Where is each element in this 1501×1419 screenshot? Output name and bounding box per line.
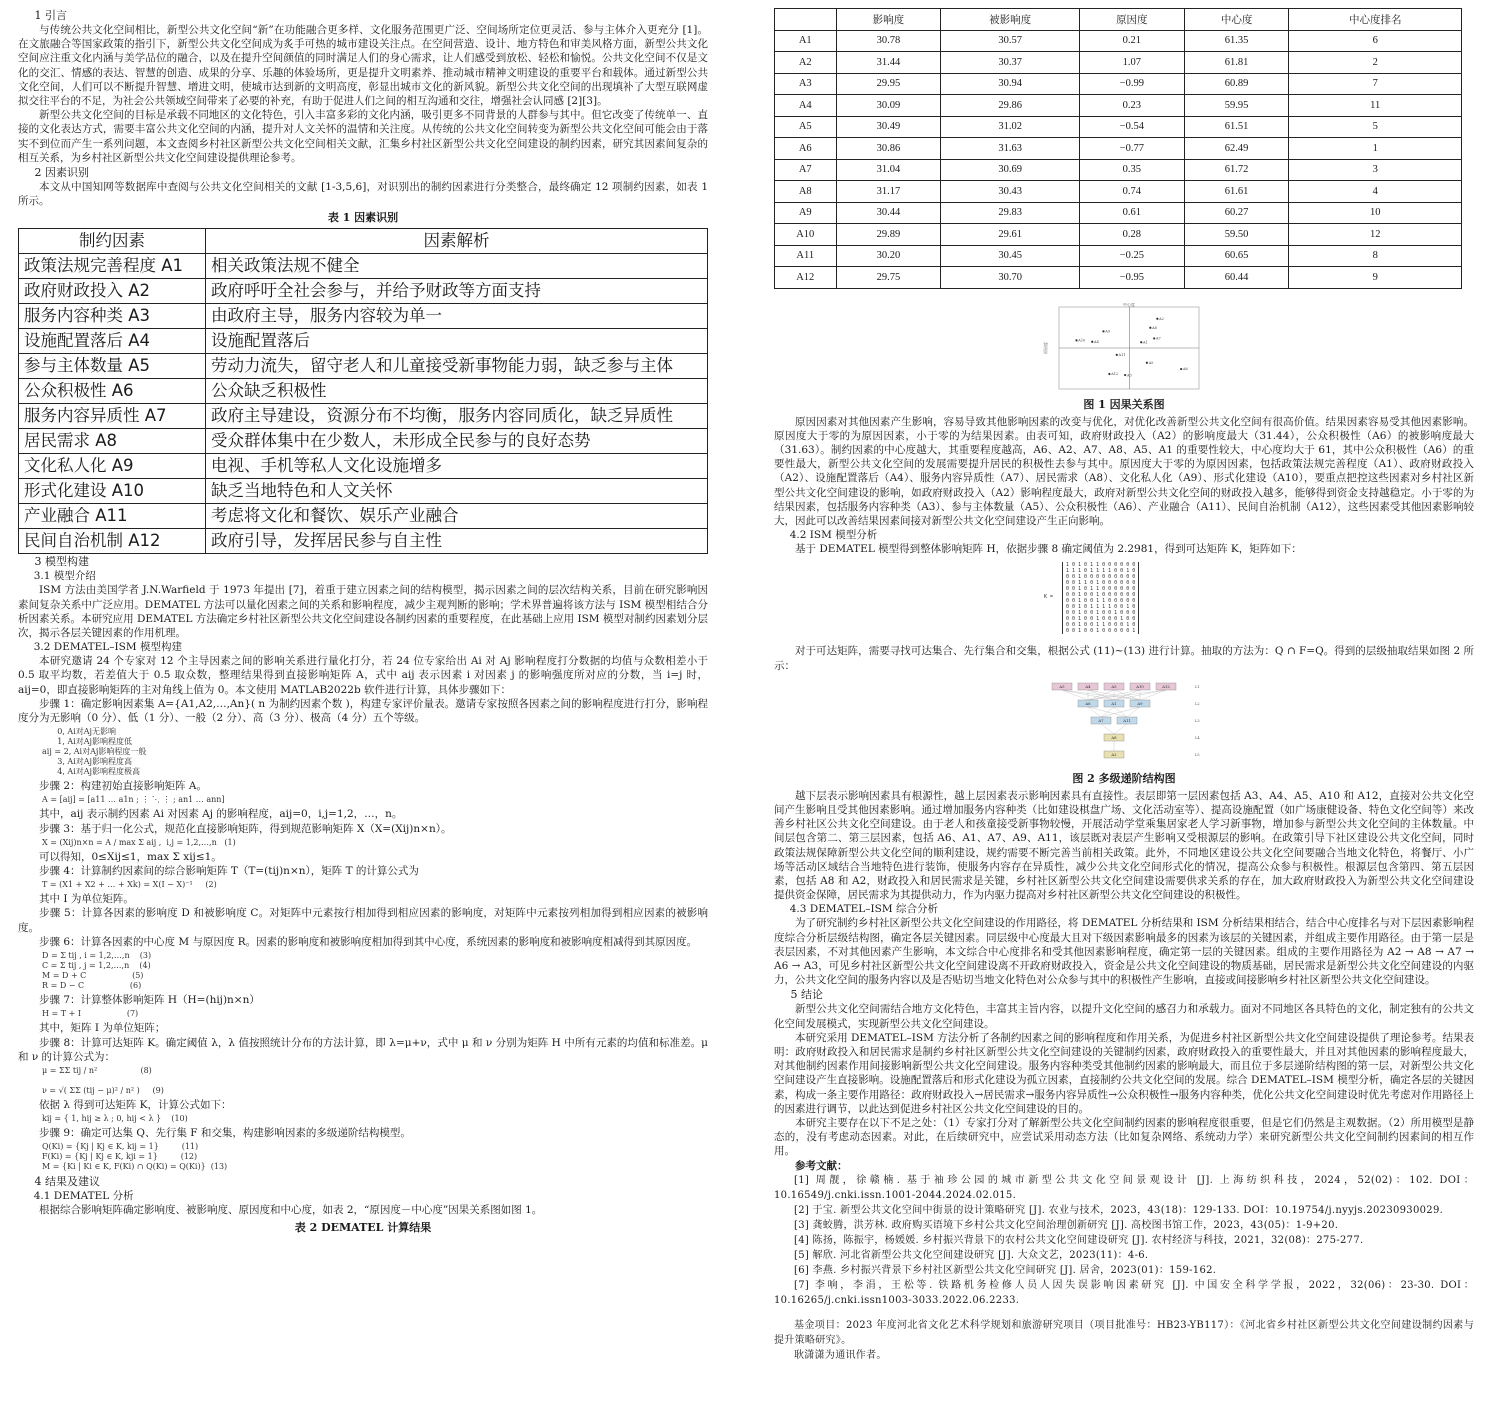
ism-level-label: L4	[1195, 735, 1200, 740]
factor-name: 服务内容异质性 A7	[19, 404, 206, 429]
table-cell: A7	[775, 159, 837, 181]
matrix-row: 0 0 1 0 0 1 0 0 0 0 0 1	[1066, 628, 1136, 635]
table-cell: 0.23	[1079, 95, 1184, 117]
step-3-note: 可以得知，0≤Xij≤1，max Σ xij≤1。	[39, 850, 222, 863]
section-3-title: 3 模型构建	[34, 555, 89, 569]
step-7-note: 其中，矩阵 I 为单位矩阵；	[39, 1022, 166, 1035]
table-row	[775, 159, 1462, 181]
table-cell: A9	[775, 202, 837, 224]
factor-desc: 政府呼吁全社会参与，并给予财政等方面支持	[206, 279, 708, 304]
ism-arrow	[1101, 707, 1140, 717]
table-cell: 30.78	[836, 30, 941, 52]
scatter-point	[1146, 361, 1148, 363]
table-cell: −0.77	[1079, 138, 1184, 160]
table-cell: −0.95	[1079, 267, 1184, 289]
table-row	[19, 379, 708, 404]
point-label: A12	[1111, 371, 1119, 376]
point-label: A9	[1105, 329, 1111, 334]
figure-1-causal-diagram	[1039, 303, 1209, 395]
step-8-note: 依据 λ 得到可达矩阵 K，计算公式如下：	[39, 1098, 232, 1111]
point-label: A5	[1148, 360, 1154, 365]
table-row	[19, 504, 708, 529]
ism-node-label: A3	[1059, 683, 1065, 689]
factor-desc: 公众缺乏积极性	[206, 379, 708, 404]
table-2-header	[775, 9, 837, 31]
table-cell: 61.72	[1184, 159, 1289, 181]
table-cell: 10	[1289, 202, 1462, 224]
point-label: A3	[1126, 372, 1132, 377]
table-cell: 29.75	[836, 267, 941, 289]
table-cell: 7	[1289, 73, 1462, 95]
reference-item: [6] 李燕. 乡村振兴背景下乡村社区新型公共文化空间研究 [J]. 居舍，2023(01)：159-162.	[794, 1264, 1217, 1276]
table-1	[18, 228, 708, 554]
table-cell: A2	[775, 52, 837, 74]
factor-desc: 劳动力流失，留守老人和儿童接受新事物能力弱，缺乏参与主体	[206, 354, 708, 379]
factor-name: 产业融合 A11	[19, 504, 206, 529]
table-cell: 0.74	[1079, 181, 1184, 203]
section-4-3-title: 4.3 DEMATEL–ISM 综合分析	[789, 903, 938, 916]
factor-desc: 政府主导建设，资源分布不均衡，服务内容同质化，缺乏异质性	[206, 404, 708, 429]
table-cell: 0.61	[1079, 202, 1184, 224]
figure-2-ism-hierarchy	[1039, 679, 1209, 769]
ism-level-label: L1	[1195, 684, 1200, 689]
matrix-row: 0 0 1 0 0 1 0 0 1 0 0 0	[1066, 610, 1136, 617]
factor-name: 政策法规完善程度 A1	[19, 254, 206, 279]
table-cell: A5	[775, 116, 837, 138]
ism-node-label: A5	[1111, 683, 1117, 689]
scatter-point	[1091, 340, 1093, 342]
ism-node-label: A7	[1098, 717, 1104, 723]
table-cell: 1	[1289, 138, 1462, 160]
ism-node-label: A8	[1111, 734, 1117, 740]
step-1: 步骤 1：确定影响因素集 A={A1,A2,…,An}( n 为制约因素个数 )，构建专家评价量表。邀请专家按照各因素之间的影响程度进行打分，影响程度分为无影响（0 分）、低（1 分）、一般（2 分）、高（3 分）、极高（4 分）五个等级。	[18, 697, 708, 725]
table-cell: 30.43	[941, 181, 1080, 203]
point-label: A4	[1094, 339, 1099, 344]
point-label: A2	[1159, 316, 1164, 321]
matrix-row: 0 0 1 0 1 1 0 0 0 0 0 0	[1066, 586, 1136, 593]
figure-2-paragraph: 越下层表示影响因素具有根源性，越上层因素表示影响因素具有直接性。表层即第一层因素包括 A3、A4、A5、A10 和 A12，直接对公共文化空间产生影响且受其他因素影响。通过增加服务内容种类（比如建设棋盘广场、文化活动室等）、提高设施配置（如广场康健设备、特色文化空间等）来改善乡村社区公共文化空间建设。由于老人和孩童接受新事物较慢，开展活动学堂乘集居家老人学习新事物，增加参与新型公共文化空间的主体数量。中间层包含第二、第三层因素，包括 A6、A1、A7、A9、A11，该层既对表层产生影响又受根源层的影响。在政策引导下社区建设公共文化空间，同时政策法规保障新型公共文化空间的顺利建设，规约需要不断完善当前相关政策。此外，不同地区建设公共文化空间要融合当地文化特色，将餐厅、小广场等活动区域结合当地特色进行装饰，使服务内容存在异质性，减少公共文化空间形式化的情况，提高公众参与积极性。根源层包含第四、第五层因素，包括 A8 和 A2，财政投入和居民需求是关键，乡村社区新型公共文化空间建设需要供求关系的存在，加大政府财政投入为新型公共文化空间建设提供资金保障，居民需求为其提供动力，作为内驱力提高对乡村社区新型公共文化空间建设的积极性。	[774, 789, 1474, 902]
matrix-row: 0 0 1 0 0 1 1 0 0 0 1 0	[1066, 622, 1136, 629]
table-1-caption: 表 1 因素识别	[327, 211, 399, 225]
table-cell: 30.57	[941, 30, 1080, 52]
factor-desc: 相关政策法规不健全	[206, 254, 708, 279]
table-row	[19, 304, 708, 329]
table-cell: 30.69	[941, 159, 1080, 181]
factor-desc: 受众群体集中在少数人，未形成全民参与的良好态势	[206, 429, 708, 454]
table-cell: 6	[1289, 30, 1462, 52]
formula-step-1: 0, Ai对Aj无影响 1, Ai对Aj影响程度低 aij = 2, Ai对Aj影响程度一般 3, Ai对Aj影响程度高 4, Ai对Aj影响程度极高	[42, 727, 147, 777]
matrix-row: 0 0 1 0 0 1 0 0 0 1 0 0	[1066, 616, 1136, 623]
table-cell: 59.50	[1184, 224, 1289, 246]
ism-node-label: A10	[1136, 683, 1144, 689]
formula-step-4: T = (X1 + X2 + … + Xk) = X(I − X)⁻¹ (2)	[42, 880, 217, 890]
section-4-3-paragraph: 为了研究制约乡村社区新型公共文化空间建设的作用路径，将 DEMATEL 分析结果和 ISM 分析结果相结合，结合中心度排名与对下层因素影响程度综合分析层级结构图，确定各层关键因素。同层级中心度最大且对下级因素影响最多的因素为该层的关键因素，并组成主要作用路径。由于第一层是表层因素，不对其他因素产生影响，本文综合中心度排名和受其他因素影响程度，确定第一层的关键因素。组成的主要作用路径为 A2 → A8 → A7 → A6 → A3，可见乡村社区新型公共文化空间建设离不开政府财政投入，资金是公共文化空间建设的物质基础，居民需求是新型公共文化空间建设的内驱力，公共文化空间的服务内容以及是否贴切当地文化特色对公众参与其中的积极性产生影响，直接或间接影响乡村社区新型公共文化空间建设。	[774, 917, 1474, 987]
factor-desc: 设施配置落后	[206, 329, 708, 354]
table-row	[775, 202, 1462, 224]
ism-node-label: A6	[1085, 700, 1091, 706]
section-4-1-paragraph: 根据综合影响矩阵确定影响度、被影响度、原因度和中心度，如表 2，“原因度－中心度”因果关系图如图 1。	[39, 1204, 543, 1217]
formula-step-2: A = [aij] = [a11 … a1n ; ⋮ ⋱ ⋮ ; an1 … ann]	[42, 795, 225, 805]
ism-level-label: L3	[1195, 718, 1200, 723]
factor-desc: 考虑将文化和餐饮、娱乐产业融合	[206, 504, 708, 529]
table-cell: 60.27	[1184, 202, 1289, 224]
formula-step-7: H = T + I (7)	[42, 1009, 139, 1019]
scatter-point	[1180, 367, 1182, 369]
table-cell: 59.95	[1184, 95, 1289, 117]
factor-name: 公众积极性 A6	[19, 379, 206, 404]
scatter-point	[1102, 330, 1104, 332]
ism-arrow	[1101, 707, 1114, 717]
point-label: A7	[1156, 336, 1161, 341]
section-4-2-title: 4.2 ISM 模型分析	[789, 529, 878, 542]
factor-name: 设施配置落后 A4	[19, 329, 206, 354]
step-4-note: 其中 I 为单位矩阵。	[39, 893, 134, 906]
table-cell: A11	[775, 245, 837, 267]
section-1-title: 1 引言	[34, 9, 67, 22]
ism-level-label: L2	[1195, 701, 1200, 706]
step-5: 步骤 5：计算各因素的影响度 D 和被影响度 C。对矩阵中元素按行相加得到相应因素的影响度，对矩阵中元素按列相加得到相应因素的被影响度。	[18, 907, 708, 934]
table-cell: 29.83	[941, 202, 1080, 224]
scatter-point	[1153, 337, 1155, 339]
table-cell: 30.09	[836, 95, 941, 117]
table-cell: 30.37	[941, 52, 1080, 74]
reference-item: [1] 周靓，徐赣楠. 基于袖珍公园的城市新型公共文化空间景观设计 [J]. 上海纺织科技，2024，52(02)：102. DOI：10.16549/j.cnki.issn.1001-2044.2024.02.015.	[774, 1174, 1474, 1201]
table-cell: 2	[1289, 52, 1462, 74]
step-9: 步骤 9：确定可达集 Q、先行集 F 和交集，构建影响因素的多级递阶结构模型。	[39, 1127, 411, 1140]
ism-arrow	[1101, 724, 1114, 734]
section-4-2-paragraph-1: 基于 DEMATEL 模型得到整体影响矩阵 H，依据步骤 8 确定阈值为 2.2981，得到可达矩阵 K，矩阵如下：	[795, 543, 1302, 556]
section-1-paragraph-2: 新型公共文化空间的目标是承载不同地区的文化特色，引入丰富多彩的文化内涵，吸引更多不同背景的人群参与其中。但它改变了传统单一、直接的文化表达方式，需要丰富公共文化空间的内涵，提升对人文关怀的温情和关注度。从传统的公共文化空间转变为新型公共文化空间可能会由于落实不到位而产生一系列问题，本文查阅乡村社区新型公共文化空间相关文献，汇集乡村社区新型公共文化空间建设的制约因素，研究其因素间复杂的相互关系，为乡村社区新型公共文化空间建设提供理论参考。	[18, 109, 708, 164]
table-row	[19, 404, 708, 429]
ism-arrow	[1114, 724, 1127, 734]
table-cell: 9	[1289, 267, 1462, 289]
section-5-paragraph-1: 新型公共文化空间需结合地方文化特色，丰富其主旨内容，以提升文化空间的感召力和承载力。面对不同地区各具特色的文化，制定独有的公共文化空间发展模式，实现新型公共文化空间建设。	[774, 1003, 1474, 1030]
table-row	[775, 267, 1462, 289]
ism-arrow	[1140, 690, 1166, 700]
table-row	[775, 73, 1462, 95]
step-4: 步骤 4：计算制约因素间的综合影响矩阵 T（T=(tij)n×n），矩阵 T 的计算公式为	[39, 865, 419, 878]
table-cell: 61.51	[1184, 116, 1289, 138]
ism-node-label: A9	[1137, 700, 1143, 706]
ism-arrow	[1062, 690, 1088, 700]
table-cell: 5	[1289, 116, 1462, 138]
factor-name: 文化私人化 A9	[19, 454, 206, 479]
point-label: A1	[1143, 339, 1148, 344]
table-cell: 12	[1289, 224, 1462, 246]
ism-level-label: L5	[1195, 752, 1200, 757]
table-cell: 31.63	[941, 138, 1080, 160]
section-2-paragraph: 本文从中国知网等数据库中查阅与公共文化空间相关的文献 [1-3,5,6]，对识别出的制约因素进行分类整合，最终确定 12 项制约因素，如表 1 所示。	[18, 181, 708, 208]
reference-item: [2] 于宝. 新型公共文化空间中街景的设计策略研究 [J]. 农业与技术，2023，43(18)：129-133. DOI：10.19754/j.nyyjs.20230930029.	[794, 1204, 1444, 1216]
table-row	[19, 529, 708, 554]
table-cell: 61.35	[1184, 30, 1289, 52]
ism-arrow	[1088, 690, 1166, 700]
table-cell: 1.07	[1079, 52, 1184, 74]
section-1-paragraph-1: 与传统公共文化空间相比，新型公共文化空间“新”在功能融合更多样、文化服务范围更广泛、空间场所定位更灵活、参与主体介入更充分 [1]。在文旅融合等国家政策的指引下，新型公共文化空间成为炙手可热的城市建设关注点。在空间营造、设计、地方特色和审美风格方面，新型公共文化空间应注重文化内涵与美学品位的融合，以及在提升空间颜值的同时满足人们的身心需求，让人们感受到放松、轻松和愉悦。公共文化空间不仅是文化的交汇、情感的表达、智慧的创造、成果的分享、乐趣的体验场所，更是提升文明素养、推动城市精神文明建设的重要平台和载体。通过新型公共文化空间，人们可以不断提升智慧、增进文明，使城市达到新的文明高度，彰显出城市文化的新风貌。新型公共文化空间的出现填补了大型互联网虚拟交往平台的不足，为社会公共领域空间带来了必要的补充，有助于促进人们之间的相互沟通和交往，增强社会认同感 [2][3]。	[18, 24, 708, 108]
table-cell: 11	[1289, 95, 1462, 117]
scatter-point	[1075, 339, 1077, 341]
references-list	[774, 1173, 1474, 1308]
table-cell: 4	[1289, 181, 1462, 203]
figure-2-caption: 图 2 多级递阶结构图	[1072, 771, 1176, 785]
matrix-row: 0 0 1 0 0 0 0 0 0 0 0 0	[1066, 574, 1136, 581]
table-cell: 0.21	[1079, 30, 1184, 52]
section-5-title: 5 结论	[790, 988, 823, 1002]
table-row	[19, 454, 708, 479]
table-row	[19, 354, 708, 379]
table-row	[775, 181, 1462, 203]
y-axis-label: 原因度	[1043, 341, 1048, 354]
table-row	[775, 224, 1462, 246]
scatter-point	[1156, 317, 1158, 319]
factor-desc: 政府引导，发挥居民参与自主性	[206, 529, 708, 554]
table-cell: 29.86	[941, 95, 1080, 117]
table-row	[19, 429, 708, 454]
step-7: 步骤 7：计算整体影响矩阵 H（H=(hij)n×n）	[39, 994, 260, 1007]
factor-name: 居民需求 A8	[19, 429, 206, 454]
table-row	[19, 254, 708, 279]
matrix-row: 0 0 1 0 0 1 1 0 0 0 0 0	[1066, 598, 1136, 605]
table-cell: A10	[775, 224, 837, 246]
table-cell: 30.70	[941, 267, 1080, 289]
formula-step-8b: kij = { 1, hij ≥ λ ; 0, hij < λ } (10)	[42, 1114, 188, 1124]
formula-step-9: Q(Ki) = {Kj | Kj ∈ K, kij = 1} (11) F(Ki) = {Kj | Kj ∈ K, kji = 1} (12) M = {Ki | Ki ∈ K, F(Ki) ∩ Q(Ki) = Q(Ki)} (13)	[42, 1142, 228, 1172]
ism-node-label: A2	[1111, 751, 1117, 757]
formula-step-6: D = Σ tij , i = 1,2,…,n (3) C = Σ tij , j = 1,2,…,n (4) M = D + C (5) R = D − C (6)	[42, 951, 152, 991]
section-3-2-title: 3.2 DEMATEL–ISM 模型构建	[33, 641, 182, 654]
table-row	[19, 329, 708, 354]
factor-name: 参与主体数量 A5	[19, 354, 206, 379]
matrix-row: 0 0 1 0 0 1 0 0 0 0 0 0	[1066, 592, 1136, 599]
table-row	[19, 279, 708, 304]
point-label: A6	[1182, 366, 1188, 371]
table-row	[775, 95, 1462, 117]
table-cell: 3	[1289, 159, 1462, 181]
table-cell: 30.20	[836, 245, 941, 267]
references-title: 参考文献：	[795, 1159, 848, 1172]
table-cell: 61.61	[1184, 181, 1289, 203]
ism-node-label: A12	[1162, 683, 1170, 689]
table-1-header: 制约因素	[19, 229, 206, 254]
section-3-1-title: 3.1 模型介绍	[33, 570, 96, 583]
table-row	[775, 30, 1462, 52]
table-2-header: 影响度	[836, 9, 941, 31]
scatter-point	[1149, 326, 1151, 328]
table-cell: A1	[775, 30, 837, 52]
table-row	[775, 245, 1462, 267]
section-3-2-paragraph: 本研究邀请 24 个专家对 12 个主导因素之间的影响关系进行量化打分，若 24 位专家给出 Ai 对 Aj 影响程度打分数据的均值与众数相差小于 0.5 取平均数，若差值大于 0.5 取众数，整理结果得到直接影响矩阵 A，式中 aij 表示因素 i 对因素 j 的影响强度所对应的分数，当 i=j 时，aij=0，即直接影响矩阵的主对角线上值为 0。本文使用 MATLAB2022b 软件进行计算，具体步骤如下：	[18, 655, 708, 696]
table-cell: 31.02	[941, 116, 1080, 138]
formula-step-3: X = (Xij)n×n = A / max Σ aij , i,j = 1,2,…,n (1)	[42, 837, 236, 847]
table-cell: 30.94	[941, 73, 1080, 95]
table-cell: 31.17	[836, 181, 941, 203]
step-2: 步骤 2：构建初始直接影响矩阵 A。	[39, 780, 207, 793]
table-cell: −0.54	[1079, 116, 1184, 138]
factor-desc: 电视、手机等私人文化设施增多	[206, 454, 708, 479]
scatter-point	[1124, 373, 1126, 375]
matrix-row: 0 0 1 0 1 1 1 1 0 0 1 0	[1066, 604, 1136, 611]
ism-node-label: A11	[1123, 717, 1131, 723]
section-4-2-paragraph-2: 对于可达矩阵，需要寻找可达集合、先行集合和交集，根据公式 (11)~(13) 进行计算。抽取的方法为：Q ∩ F=Q。得到的层级抽取结果如图 2 所示：	[774, 645, 1474, 672]
table-cell: 31.44	[836, 52, 941, 74]
step-8: 步骤 8：计算可达矩阵 K。确定阈值 λ，λ 值按照统计分布的方法计算，即 λ=μ+ν，式中 μ 和 ν 分别为矩阵 H 中所有元素的均值和标准差。μ 和 ν 的计算公式为：	[18, 1036, 708, 1063]
table-cell: 8	[1289, 245, 1462, 267]
figure-1-paragraph: 原因因素对其他因素产生影响，容易导致其他影响因素的改变与优化，对优化改善新型公共文化空间有很高价值。结果因素容易受其他因素影响。原因度大于零的为原因因素，小于零的为结果因素。由表可知，政府财政投入（A2）的影响度最大（31.44），公众积极性（A6）的被影响度最大（31.63）。制约因素的中心度越大，其重要程度越高，A6、A2、A7、A8、A5、A1 的重要性较大，中心度均大于 61，其中公众积极性（A6）的重要性最大，新型公共文化空间的发展需要提升居民的积极性去参与其中。原因度大于零的为原因因素，包括政策法规完善程度（A1）、政府财政投入（A2）、设施配置落后（A4）、服务内容异质性（A7）、居民需求（A8）、文化私人化（A9）、形式化建设（A10），要重点把控这些因素对乡村社区新型公共文化空间建设的影响，如政府财政投入（A2）影响程度最大，政府对新型公共文化空间的财政投入越多，能够得到资金支持越稳定。小于零的为结果因素，包括服务内容种类（A3）、参与主体数量（A5）、公众积极性（A6）、产业融合（A11）、民间自治机制（A12），这些因素受其他因素影响较大，因此可以改善结果因素间接对新型公共文化空间建设产生正向影响。	[774, 415, 1474, 527]
section-5-paragraph-2: 本研究采用 DEMATEL–ISM 方法分析了各制约因素之间的影响程度和作用关系，为促进乡村社区新型公共文化空间建设提供了理论参考。结果表明：政府财政投入和居民需求是制约乡村社区新型公共文化空间建设的关键制约因素，政府财政投入的重要性最大，并且对其他因素的影响程度最大，对其他制约因素作用间接影响新型公共文化空间建设。服务内容种类受其他制约因素的影响最大，而且位于多层递阶结构图的第一层，对新型公共文化空间建设产生直接影响。设施配置落后和形式化建设为孤立因素，直接制约公共文化空间的发展。综合 DEMATEL–ISM 模型分析，确定各层的关键因素，构成一条主要作用路径：政府财政投入→居民需求→服务内容异质性→公众积极性→服务内容种类，优化公共文化空间建设时优先考虑对作用路径上的因素进行调节，以此达到促进乡村社区公共文化空间建设的目的。	[774, 1031, 1474, 1115]
author-note: 耿潇潇为通讯作者。	[794, 1349, 887, 1361]
point-label: A8	[1152, 325, 1157, 330]
table-cell: A3	[775, 73, 837, 95]
section-5-paragraph-3: 本研究主要存在以下不足之处：（1）专家打分对了解新型公共文化空间制约因素的影响程度很重要，但是它们仍然是主观数据。（2）所用模型是静态的，没有考虑动态因素。对此，在后续研究中，应尝试采用动态方法（比如复杂网络、系统动力学）来研究新型公共文化空间制约因素间的相互作用。	[774, 1117, 1474, 1158]
table-cell: 30.44	[836, 202, 941, 224]
table-row	[775, 138, 1462, 160]
table-1-header: 因素解析	[206, 229, 708, 254]
table-cell: −0.99	[1079, 73, 1184, 95]
reference-item: [7] 李响，李涓，王松等. 铁路机务检修人员人因失误影响因素研究 [J]. 中国安全科学学报，2022，32(06)：23-30. DOI：10.16265/j.cnki.issn1003-3033.2022.06.2233.	[774, 1279, 1474, 1306]
right-column	[774, 8, 1474, 1363]
table-2-header: 原因度	[1079, 9, 1184, 31]
table-cell: A6	[775, 138, 837, 160]
ism-arrow	[1088, 707, 1101, 717]
table-cell: 29.61	[941, 224, 1080, 246]
section-4-title: 4 结果及建议	[34, 1175, 100, 1189]
table-cell: 61.81	[1184, 52, 1289, 74]
table-2-header: 被影响度	[941, 9, 1080, 31]
funding-note: 基金项目：2023 年度河北省文化艺术科学规划和旅游研究项目（项目批准号：HB23-YB117）：《河北省乡村社区新型公共文化空间建设制约因素与提升策略研究》。	[774, 1319, 1474, 1346]
ism-node-label: A4	[1085, 683, 1091, 689]
table-2-caption: 表 2 DEMATEL 计算结果	[294, 1220, 432, 1234]
table-cell: 30.45	[941, 245, 1080, 267]
table-cell: A8	[775, 181, 837, 203]
reference-item: [3] 龚蛟腾，洪芳林. 政府购买语境下乡村公共文化空间治理创新研究 [J]. 高校图书馆工作，2023，43(05)：1-9+20.	[794, 1219, 1339, 1231]
matrix-row: 0 0 1 1 0 1 0 0 0 0 0 0	[1066, 580, 1136, 587]
table-cell: −0.25	[1079, 245, 1184, 267]
ism-node-label: A1	[1111, 700, 1117, 706]
matrix-row: 1 0 1 0 1 1 0 0 0 0 0 0	[1066, 562, 1136, 569]
table-cell: 31.04	[836, 159, 941, 181]
ism-arrow	[1127, 707, 1140, 717]
x-axis-label: 中心度	[1123, 302, 1135, 307]
point-label: A10	[1078, 338, 1086, 343]
table-cell: 29.89	[836, 224, 941, 246]
table-cell: 60.89	[1184, 73, 1289, 95]
table-row	[775, 52, 1462, 74]
table-cell: A4	[775, 95, 837, 117]
table-row	[775, 116, 1462, 138]
table-2-header: 中心度排名	[1289, 9, 1462, 31]
reference-item: [5] 解欣. 河北省新型公共文化空间建设研究 [J]. 大众文艺，2023(11)：4-6.	[794, 1249, 1149, 1261]
scatter-point	[1140, 341, 1142, 343]
factor-name: 服务内容种类 A3	[19, 304, 206, 329]
section-3-1-paragraph: ISM 方法由美国学者 J.N.Warfield 于 1973 年提出 [7]，着重于建立因素之间的结构模型，揭示因素之间的层次结构关系，目前在研究影响因素间复杂关系中广泛应用。DEMATEL 方法可以量化因素之间的关系和影响程度，减少主观判断的影响；学术界普遍将该方法与 ISM 模型相结合分析因素关系。本研究应用 DEMATEL 方法确定乡村社区新型公共文化空间建设各制约因素的重要程度，在此基础上应用 ISM 模型对制约因素划分层次，揭示各层关键因素的作用机理。	[18, 584, 708, 640]
table-cell: 62.49	[1184, 138, 1289, 160]
table-cell: 60.65	[1184, 245, 1289, 267]
table-cell: 29.95	[836, 73, 941, 95]
step-3: 步骤 3：基于归一化公式，规范化直接影响矩阵，得到规范影响矩阵 X（X=(Xij)n×n）。	[39, 822, 452, 835]
scatter-point	[1116, 353, 1118, 355]
table-cell: 0.28	[1079, 224, 1184, 246]
left-column	[18, 8, 708, 1238]
table-2	[774, 8, 1462, 289]
step-2-note: 其中，aij 表示制约因素 Ai 对因素 Aj 的影响程度，aij=0，i,j=1,2，…，n。	[39, 808, 403, 821]
step-6: 步骤 6：计算各因素的中心度 M 与原因度 R。因素的影响度和被影响度相加得到其中心度，系统因素的影响度和被影响度相减得到其原因度。	[39, 935, 698, 948]
table-cell: 60.44	[1184, 267, 1289, 289]
table-cell: 0.35	[1079, 159, 1184, 181]
factor-name: 民间自治机制 A12	[19, 529, 206, 554]
point-label: A11	[1118, 352, 1126, 357]
section-4-1-title: 4.1 DEMATEL 分析	[33, 1190, 134, 1203]
factor-name: 政府财政投入 A2	[19, 279, 206, 304]
table-cell: 30.86	[836, 138, 941, 160]
table-cell: A12	[775, 267, 837, 289]
section-2-title: 2 因素识别	[34, 166, 89, 180]
formula-step-8: μ = ΣΣ tij / n² (8) ν = √( ΣΣ (tij − μ)² / n² ) (9)	[42, 1065, 164, 1095]
factor-desc: 由政府主导，服务内容较为单一	[206, 304, 708, 329]
scatter-point	[1108, 372, 1110, 374]
reference-item: [4] 陈扬，陈振宇，杨媛媛. 乡村振兴背景下的农村公共文化空间建设研究 [J]. 农村经济与科技，2021，32(08)：275-277.	[794, 1234, 1364, 1246]
factor-name: 形式化建设 A10	[19, 479, 206, 504]
matrix-row: 1 1 1 0 1 1 1 1 0 0 1 0	[1066, 568, 1136, 575]
table-cell: 30.49	[836, 116, 941, 138]
matrix-label: K =	[1044, 594, 1054, 601]
table-2-header: 中心度	[1184, 9, 1289, 31]
reachability-matrix	[1044, 560, 1204, 636]
factor-desc: 缺乏当地特色和人文关怀	[206, 479, 708, 504]
figure-1-caption: 图 1 因果关系图	[1083, 397, 1165, 411]
table-row	[19, 479, 708, 504]
